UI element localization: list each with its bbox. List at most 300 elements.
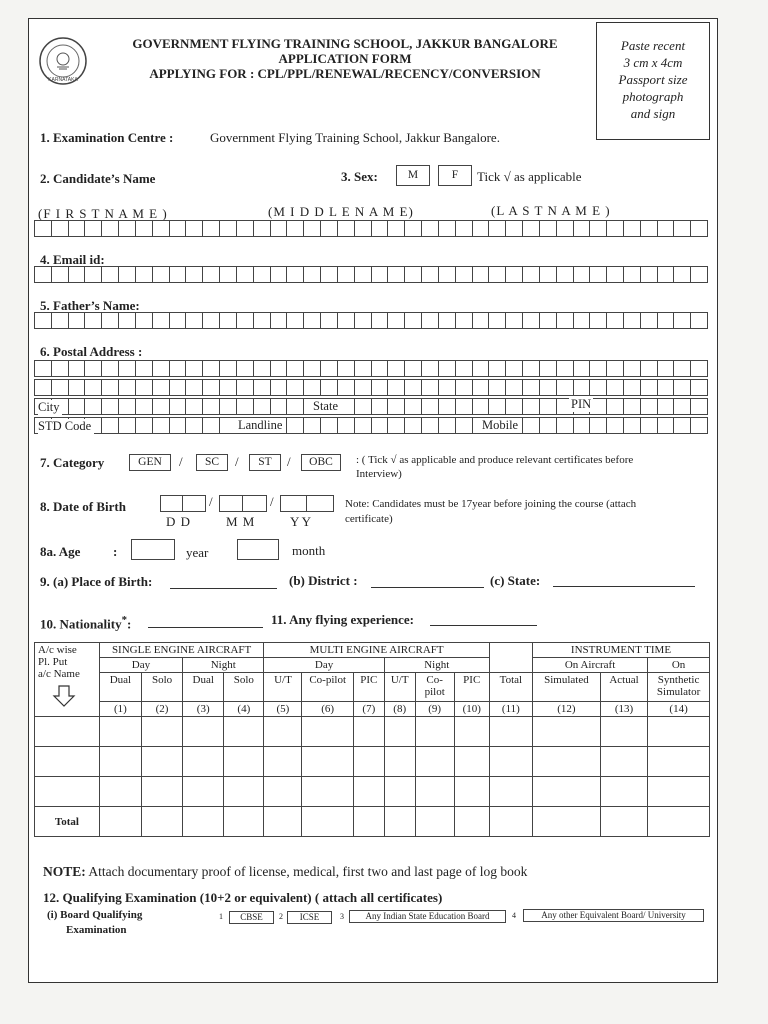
- char-box[interactable]: [523, 418, 540, 433]
- char-box[interactable]: [557, 380, 574, 395]
- char-box[interactable]: [506, 399, 523, 414]
- char-box[interactable]: [624, 380, 641, 395]
- table-cell[interactable]: [454, 717, 489, 747]
- char-box[interactable]: [119, 267, 136, 282]
- char-box[interactable]: [237, 399, 254, 414]
- char-box[interactable]: [203, 313, 220, 328]
- table-cell[interactable]: [35, 747, 100, 777]
- nationality-line[interactable]: [148, 626, 263, 628]
- char-box[interactable]: [607, 267, 624, 282]
- char-box[interactable]: [557, 361, 574, 376]
- char-box[interactable]: [220, 221, 237, 236]
- char-box[interactable]: [254, 399, 271, 414]
- char-box[interactable]: [153, 361, 170, 376]
- table-cell[interactable]: [384, 807, 415, 837]
- char-box[interactable]: [388, 380, 405, 395]
- char-box[interactable]: [456, 267, 473, 282]
- table-cell[interactable]: [99, 807, 141, 837]
- table-cell[interactable]: [532, 717, 600, 747]
- table-cell[interactable]: [35, 777, 100, 807]
- category-obc-box[interactable]: OBC: [301, 454, 341, 471]
- char-box[interactable]: [489, 313, 506, 328]
- char-box[interactable]: [321, 267, 338, 282]
- char-box[interactable]: [405, 399, 422, 414]
- char-box[interactable]: [186, 221, 203, 236]
- char-box[interactable]: [254, 313, 271, 328]
- char-box[interactable]: [574, 361, 591, 376]
- char-box[interactable]: [372, 399, 389, 414]
- char-box[interactable]: [52, 380, 69, 395]
- table-cell[interactable]: [353, 777, 384, 807]
- char-box[interactable]: [372, 361, 389, 376]
- table-cell[interactable]: [99, 717, 141, 747]
- table-cell[interactable]: [183, 747, 224, 777]
- char-box[interactable]: [35, 221, 52, 236]
- char-box[interactable]: [405, 361, 422, 376]
- table-cell[interactable]: [224, 747, 264, 777]
- char-box[interactable]: [658, 221, 675, 236]
- char-box[interactable]: [321, 361, 338, 376]
- dob-year-boxes[interactable]: [280, 495, 334, 512]
- table-cell[interactable]: [648, 777, 710, 807]
- char-box[interactable]: [624, 267, 641, 282]
- char-box[interactable]: [439, 361, 456, 376]
- char-box[interactable]: [287, 380, 304, 395]
- age-year-box[interactable]: [131, 539, 175, 560]
- table-cell[interactable]: [489, 777, 532, 807]
- age-month-box[interactable]: [237, 539, 279, 560]
- table-cell[interactable]: [648, 807, 710, 837]
- char-box[interactable]: [641, 361, 658, 376]
- char-box[interactable]: [355, 267, 372, 282]
- char-box[interactable]: [422, 361, 439, 376]
- table-cell[interactable]: [489, 747, 532, 777]
- table-cell[interactable]: [532, 777, 600, 807]
- char-box[interactable]: [153, 221, 170, 236]
- char-box[interactable]: [422, 267, 439, 282]
- table-cell[interactable]: [648, 717, 710, 747]
- char-box[interactable]: [439, 380, 456, 395]
- table-cell[interactable]: [600, 777, 647, 807]
- char-box[interactable]: [304, 418, 321, 433]
- char-box[interactable]: [489, 221, 506, 236]
- char-box[interactable]: [186, 380, 203, 395]
- char-box[interactable]: [456, 418, 473, 433]
- char-box[interactable]: [338, 418, 355, 433]
- char-box[interactable]: [523, 380, 540, 395]
- place-of-birth-line[interactable]: [170, 587, 277, 589]
- category-gen-box[interactable]: GEN: [129, 454, 171, 471]
- char-box[interactable]: [658, 418, 675, 433]
- char-box[interactable]: [372, 380, 389, 395]
- char-box[interactable]: [153, 418, 170, 433]
- char-box[interactable]: [153, 399, 170, 414]
- char-box[interactable]: [69, 313, 86, 328]
- table-cell[interactable]: [302, 717, 353, 747]
- char-box[interactable]: [186, 267, 203, 282]
- char-box[interactable]: [321, 380, 338, 395]
- table-cell[interactable]: [600, 747, 647, 777]
- char-box[interactable]: [69, 221, 86, 236]
- char-box[interactable]: [540, 399, 557, 414]
- table-cell[interactable]: [600, 717, 647, 747]
- char-box[interactable]: [186, 399, 203, 414]
- char-box[interactable]: [170, 221, 187, 236]
- category-st-box[interactable]: ST: [249, 454, 281, 471]
- char-box[interactable]: [136, 267, 153, 282]
- char-box[interactable]: [136, 418, 153, 433]
- char-box[interactable]: [590, 313, 607, 328]
- char-box[interactable]: [153, 267, 170, 282]
- table-cell[interactable]: [353, 747, 384, 777]
- char-box[interactable]: [102, 418, 119, 433]
- char-box[interactable]: [456, 380, 473, 395]
- char-box[interactable]: [355, 418, 372, 433]
- table-cell[interactable]: [353, 717, 384, 747]
- sex-female-box[interactable]: F: [438, 165, 472, 186]
- char-box[interactable]: [641, 267, 658, 282]
- char-box[interactable]: [136, 380, 153, 395]
- flying-experience-line[interactable]: [430, 624, 537, 626]
- email-boxes[interactable]: [34, 266, 708, 283]
- char-box[interactable]: [52, 313, 69, 328]
- char-box[interactable]: [220, 361, 237, 376]
- char-box[interactable]: [287, 221, 304, 236]
- table-cell[interactable]: [454, 807, 489, 837]
- char-box[interactable]: [540, 380, 557, 395]
- char-box[interactable]: [372, 418, 389, 433]
- char-box[interactable]: [102, 221, 119, 236]
- char-box[interactable]: [439, 221, 456, 236]
- char-box[interactable]: [287, 267, 304, 282]
- char-box[interactable]: [388, 399, 405, 414]
- char-box[interactable]: [691, 221, 707, 236]
- table-cell[interactable]: [224, 777, 264, 807]
- char-box[interactable]: [321, 313, 338, 328]
- table-cell[interactable]: [532, 807, 600, 837]
- char-box[interactable]: [641, 380, 658, 395]
- char-box[interactable]: [304, 267, 321, 282]
- char-box[interactable]: [35, 267, 52, 282]
- table-cell[interactable]: [384, 747, 415, 777]
- char-box[interactable]: [85, 267, 102, 282]
- char-box[interactable]: [439, 399, 456, 414]
- char-box[interactable]: [355, 380, 372, 395]
- district-line[interactable]: [371, 586, 484, 588]
- char-box[interactable]: [153, 313, 170, 328]
- char-box[interactable]: [523, 267, 540, 282]
- table-cell[interactable]: [384, 717, 415, 747]
- char-box[interactable]: [355, 313, 372, 328]
- char-box[interactable]: [658, 313, 675, 328]
- table-cell[interactable]: [141, 807, 182, 837]
- char-box[interactable]: [119, 361, 136, 376]
- char-box[interactable]: [69, 361, 86, 376]
- char-box[interactable]: [590, 221, 607, 236]
- char-box[interactable]: [422, 313, 439, 328]
- char-box[interactable]: [624, 221, 641, 236]
- char-box[interactable]: [489, 361, 506, 376]
- char-box[interactable]: [590, 361, 607, 376]
- char-box[interactable]: [557, 313, 574, 328]
- address-line-1-boxes[interactable]: [34, 360, 708, 377]
- char-box[interactable]: [355, 221, 372, 236]
- table-cell[interactable]: [264, 747, 302, 777]
- char-box[interactable]: [473, 380, 490, 395]
- char-box[interactable]: [641, 313, 658, 328]
- char-box[interactable]: [220, 418, 237, 433]
- char-box[interactable]: [35, 361, 52, 376]
- board-state-box[interactable]: Any Indian State Education Board: [349, 910, 506, 923]
- char-box[interactable]: [540, 221, 557, 236]
- char-box[interactable]: [388, 267, 405, 282]
- char-box[interactable]: [170, 361, 187, 376]
- char-box[interactable]: [456, 399, 473, 414]
- char-box[interactable]: [674, 361, 691, 376]
- table-cell[interactable]: [489, 807, 532, 837]
- char-box[interactable]: [186, 418, 203, 433]
- char-box[interactable]: [523, 221, 540, 236]
- char-box[interactable]: [338, 267, 355, 282]
- char-box[interactable]: [691, 267, 707, 282]
- city-state-pin-boxes[interactable]: [34, 398, 708, 415]
- char-box[interactable]: [321, 418, 338, 433]
- char-box[interactable]: [338, 380, 355, 395]
- char-box[interactable]: [355, 361, 372, 376]
- table-cell[interactable]: [532, 747, 600, 777]
- char-box[interactable]: [254, 221, 271, 236]
- table-cell[interactable]: [600, 807, 647, 837]
- char-box[interactable]: [422, 221, 439, 236]
- char-box[interactable]: [473, 267, 490, 282]
- char-box[interactable]: [102, 313, 119, 328]
- char-box[interactable]: [372, 221, 389, 236]
- char-box[interactable]: [574, 380, 591, 395]
- char-box[interactable]: [52, 361, 69, 376]
- char-box[interactable]: [691, 313, 707, 328]
- char-box[interactable]: [388, 361, 405, 376]
- char-box[interactable]: [506, 380, 523, 395]
- char-box[interactable]: [85, 313, 102, 328]
- char-box[interactable]: [220, 313, 237, 328]
- char-box[interactable]: [102, 361, 119, 376]
- char-box[interactable]: [237, 380, 254, 395]
- table-row[interactable]: [35, 777, 710, 807]
- char-box[interactable]: [674, 380, 691, 395]
- char-box[interactable]: [674, 267, 691, 282]
- phone-boxes[interactable]: [34, 417, 708, 434]
- char-box[interactable]: [203, 221, 220, 236]
- address-line-2-boxes[interactable]: [34, 379, 708, 396]
- state-of-birth-line[interactable]: [553, 585, 695, 587]
- table-cell[interactable]: [99, 777, 141, 807]
- table-cell[interactable]: [141, 717, 182, 747]
- table-row[interactable]: [35, 747, 710, 777]
- char-box[interactable]: [574, 221, 591, 236]
- char-box[interactable]: [405, 380, 422, 395]
- char-box[interactable]: [220, 380, 237, 395]
- char-box[interactable]: [35, 313, 52, 328]
- char-box[interactable]: [658, 267, 675, 282]
- char-box[interactable]: [254, 361, 271, 376]
- char-box[interactable]: [136, 221, 153, 236]
- char-box[interactable]: [574, 267, 591, 282]
- char-box[interactable]: [607, 380, 624, 395]
- char-box[interactable]: [372, 313, 389, 328]
- table-cell[interactable]: [224, 807, 264, 837]
- char-box[interactable]: [271, 399, 288, 414]
- char-box[interactable]: [102, 267, 119, 282]
- table-cell[interactable]: [415, 807, 454, 837]
- char-box[interactable]: [388, 418, 405, 433]
- char-box[interactable]: [170, 380, 187, 395]
- char-box[interactable]: [624, 361, 641, 376]
- char-box[interactable]: [271, 267, 288, 282]
- table-cell[interactable]: [302, 747, 353, 777]
- char-box[interactable]: [557, 267, 574, 282]
- char-box[interactable]: [85, 399, 102, 414]
- char-box[interactable]: [271, 361, 288, 376]
- char-box[interactable]: [439, 267, 456, 282]
- char-box[interactable]: [489, 399, 506, 414]
- char-box[interactable]: [338, 313, 355, 328]
- char-box[interactable]: [170, 267, 187, 282]
- char-box[interactable]: [52, 221, 69, 236]
- char-box[interactable]: [102, 380, 119, 395]
- table-cell[interactable]: [302, 807, 353, 837]
- char-box[interactable]: [355, 399, 372, 414]
- char-box[interactable]: [674, 399, 691, 414]
- table-total-row[interactable]: [35, 807, 710, 837]
- char-box[interactable]: [203, 361, 220, 376]
- char-box[interactable]: [85, 221, 102, 236]
- char-box[interactable]: [287, 361, 304, 376]
- char-box[interactable]: [590, 418, 607, 433]
- char-box[interactable]: [422, 399, 439, 414]
- char-box[interactable]: [641, 221, 658, 236]
- table-cell[interactable]: [35, 717, 100, 747]
- char-box[interactable]: [658, 380, 675, 395]
- char-box[interactable]: [119, 313, 136, 328]
- char-box[interactable]: [304, 361, 321, 376]
- table-cell[interactable]: [141, 777, 182, 807]
- dob-month-boxes[interactable]: [219, 495, 267, 512]
- char-box[interactable]: [287, 418, 304, 433]
- char-box[interactable]: [523, 313, 540, 328]
- char-box[interactable]: [271, 221, 288, 236]
- char-box[interactable]: [590, 267, 607, 282]
- board-icse-box[interactable]: ICSE: [287, 911, 332, 924]
- table-cell[interactable]: [454, 777, 489, 807]
- table-cell[interactable]: [302, 777, 353, 807]
- table-cell[interactable]: [415, 717, 454, 747]
- char-box[interactable]: [641, 399, 658, 414]
- char-box[interactable]: [321, 221, 338, 236]
- char-box[interactable]: [473, 361, 490, 376]
- char-box[interactable]: [136, 399, 153, 414]
- table-cell[interactable]: [183, 807, 224, 837]
- table-row[interactable]: [35, 717, 710, 747]
- dob-day-boxes[interactable]: [160, 495, 206, 512]
- char-box[interactable]: [119, 399, 136, 414]
- char-box[interactable]: [473, 313, 490, 328]
- char-box[interactable]: [691, 399, 707, 414]
- char-box[interactable]: [102, 399, 119, 414]
- photo-box[interactable]: [596, 22, 710, 140]
- char-box[interactable]: [506, 361, 523, 376]
- char-box[interactable]: [237, 221, 254, 236]
- char-box[interactable]: [304, 313, 321, 328]
- char-box[interactable]: [590, 380, 607, 395]
- char-box[interactable]: [422, 380, 439, 395]
- char-box[interactable]: [85, 361, 102, 376]
- char-box[interactable]: [186, 313, 203, 328]
- char-box[interactable]: [658, 361, 675, 376]
- char-box[interactable]: [422, 418, 439, 433]
- char-box[interactable]: [674, 418, 691, 433]
- char-box[interactable]: [304, 221, 321, 236]
- table-cell[interactable]: [264, 807, 302, 837]
- char-box[interactable]: [388, 221, 405, 236]
- char-box[interactable]: [69, 267, 86, 282]
- char-box[interactable]: [607, 399, 624, 414]
- char-box[interactable]: [557, 221, 574, 236]
- char-box[interactable]: [136, 361, 153, 376]
- char-box[interactable]: [69, 380, 86, 395]
- char-box[interactable]: [119, 221, 136, 236]
- table-cell[interactable]: [264, 717, 302, 747]
- sex-male-box[interactable]: M: [396, 165, 430, 186]
- char-box[interactable]: [237, 361, 254, 376]
- table-cell[interactable]: [489, 717, 532, 747]
- char-box[interactable]: [304, 380, 321, 395]
- char-box[interactable]: [52, 267, 69, 282]
- char-box[interactable]: [691, 418, 707, 433]
- char-box[interactable]: [624, 399, 641, 414]
- char-box[interactable]: [254, 267, 271, 282]
- char-box[interactable]: [624, 418, 641, 433]
- char-box[interactable]: [489, 380, 506, 395]
- char-box[interactable]: [170, 313, 187, 328]
- char-box[interactable]: [456, 361, 473, 376]
- category-sc-box[interactable]: SC: [196, 454, 228, 471]
- char-box[interactable]: [170, 418, 187, 433]
- char-box[interactable]: [674, 221, 691, 236]
- char-box[interactable]: [540, 313, 557, 328]
- char-box[interactable]: [540, 361, 557, 376]
- candidate-name-boxes[interactable]: [34, 220, 708, 237]
- char-box[interactable]: [523, 361, 540, 376]
- table-cell[interactable]: [384, 777, 415, 807]
- table-cell[interactable]: [141, 747, 182, 777]
- table-cell[interactable]: [415, 777, 454, 807]
- char-box[interactable]: [456, 313, 473, 328]
- char-box[interactable]: [338, 221, 355, 236]
- char-box[interactable]: [271, 380, 288, 395]
- char-box[interactable]: [473, 399, 490, 414]
- char-box[interactable]: [338, 361, 355, 376]
- char-box[interactable]: [372, 267, 389, 282]
- char-box[interactable]: [203, 399, 220, 414]
- char-box[interactable]: [607, 361, 624, 376]
- char-box[interactable]: [405, 221, 422, 236]
- char-box[interactable]: [439, 313, 456, 328]
- char-box[interactable]: [540, 267, 557, 282]
- char-box[interactable]: [220, 399, 237, 414]
- char-box[interactable]: [287, 399, 304, 414]
- char-box[interactable]: [203, 380, 220, 395]
- char-box[interactable]: [35, 380, 52, 395]
